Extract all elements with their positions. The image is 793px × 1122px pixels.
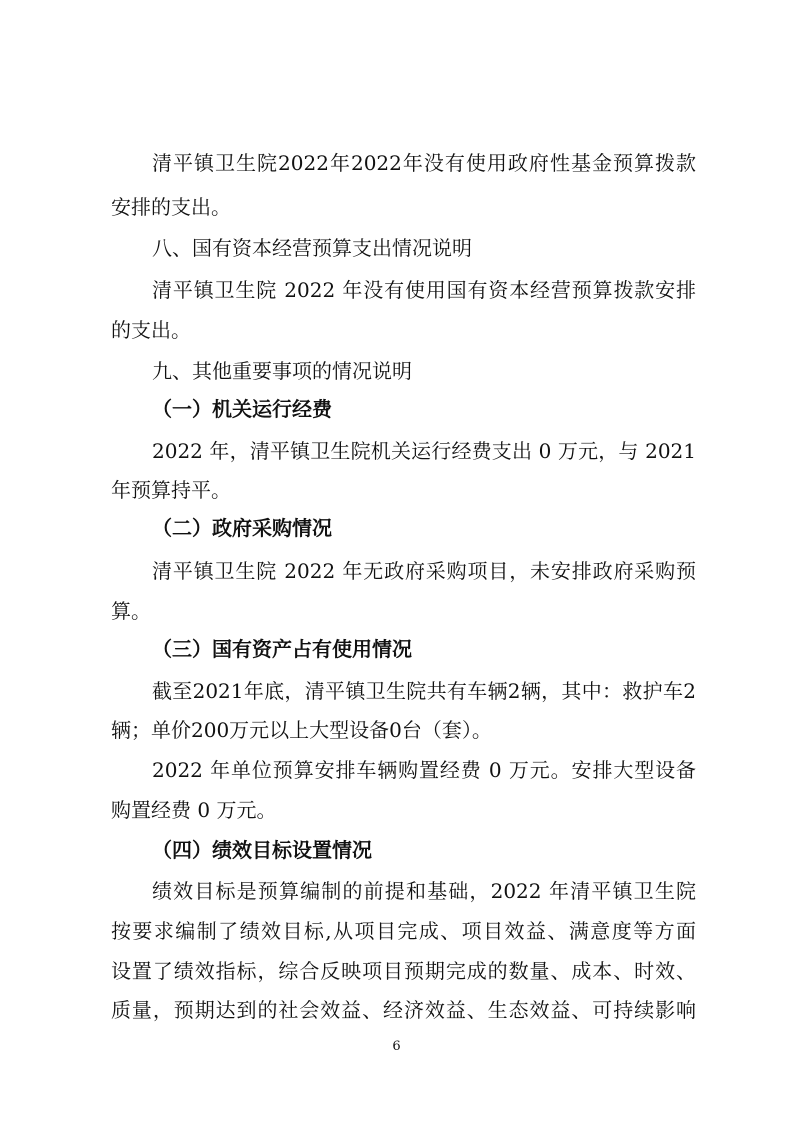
paragraph-line: 绩效目标是预算编制的前提和基础，2022 年清平镇卫生院 <box>152 879 696 903</box>
subsection-2-heading: （二）政府采购情况 <box>152 516 332 540</box>
paragraph-line: 按要求编制了绩效目标,从项目完成、项目效益、满意度等方面 <box>111 919 696 943</box>
paragraph-line: 年预算持平。 <box>111 478 231 502</box>
paragraph-line: 清平镇卫生院 2022 年无政府采购项目，未安排政府采购预 <box>152 559 696 583</box>
paragraph-line: 购置经费 0 万元。 <box>111 798 277 822</box>
page-number: 6 <box>392 1039 401 1054</box>
paragraph-line: 的支出。 <box>111 318 191 342</box>
paragraph-line: 清平镇卫生院 2022 年没有使用国有资本经营预算拨款安排 <box>152 278 696 302</box>
paragraph-line: 辆；单价200万元以上大型设备0台（套）。 <box>111 718 492 742</box>
paragraph-line: 2022 年单位预算安排车辆购置经费 0 万元。安排大型设备 <box>152 758 696 782</box>
paragraph-line: 安排的支出。 <box>111 195 231 219</box>
paragraph-line: 截至2021年底，清平镇卫生院共有车辆2辆，其中：救护车2 <box>152 679 696 703</box>
paragraph-line: 质量，预期达到的社会效益、经济效益、生态效益、可持续影响 <box>111 998 696 1022</box>
paragraph-line: 2022 年，清平镇卫生院机关运行经费支出 0 万元，与 2021 <box>152 439 696 463</box>
subsection-1-heading: （一）机关运行经费 <box>152 397 332 421</box>
section-8-heading: 八、国有资本经营预算支出情况说明 <box>152 236 472 260</box>
paragraph-line: 清平镇卫生院2022年2022年没有使用政府性基金预算拨款 <box>152 151 696 175</box>
section-9-heading: 九、其他重要事项的情况说明 <box>152 359 412 383</box>
paragraph-line: 设置了绩效指标，综合反映项目预期完成的数量、成本、时效、 <box>111 959 696 983</box>
subsection-3-heading: （三）国有资产占有使用情况 <box>152 637 412 661</box>
paragraph-line: 算。 <box>111 599 151 623</box>
subsection-4-heading: （四）绩效目标设置情况 <box>152 838 372 862</box>
